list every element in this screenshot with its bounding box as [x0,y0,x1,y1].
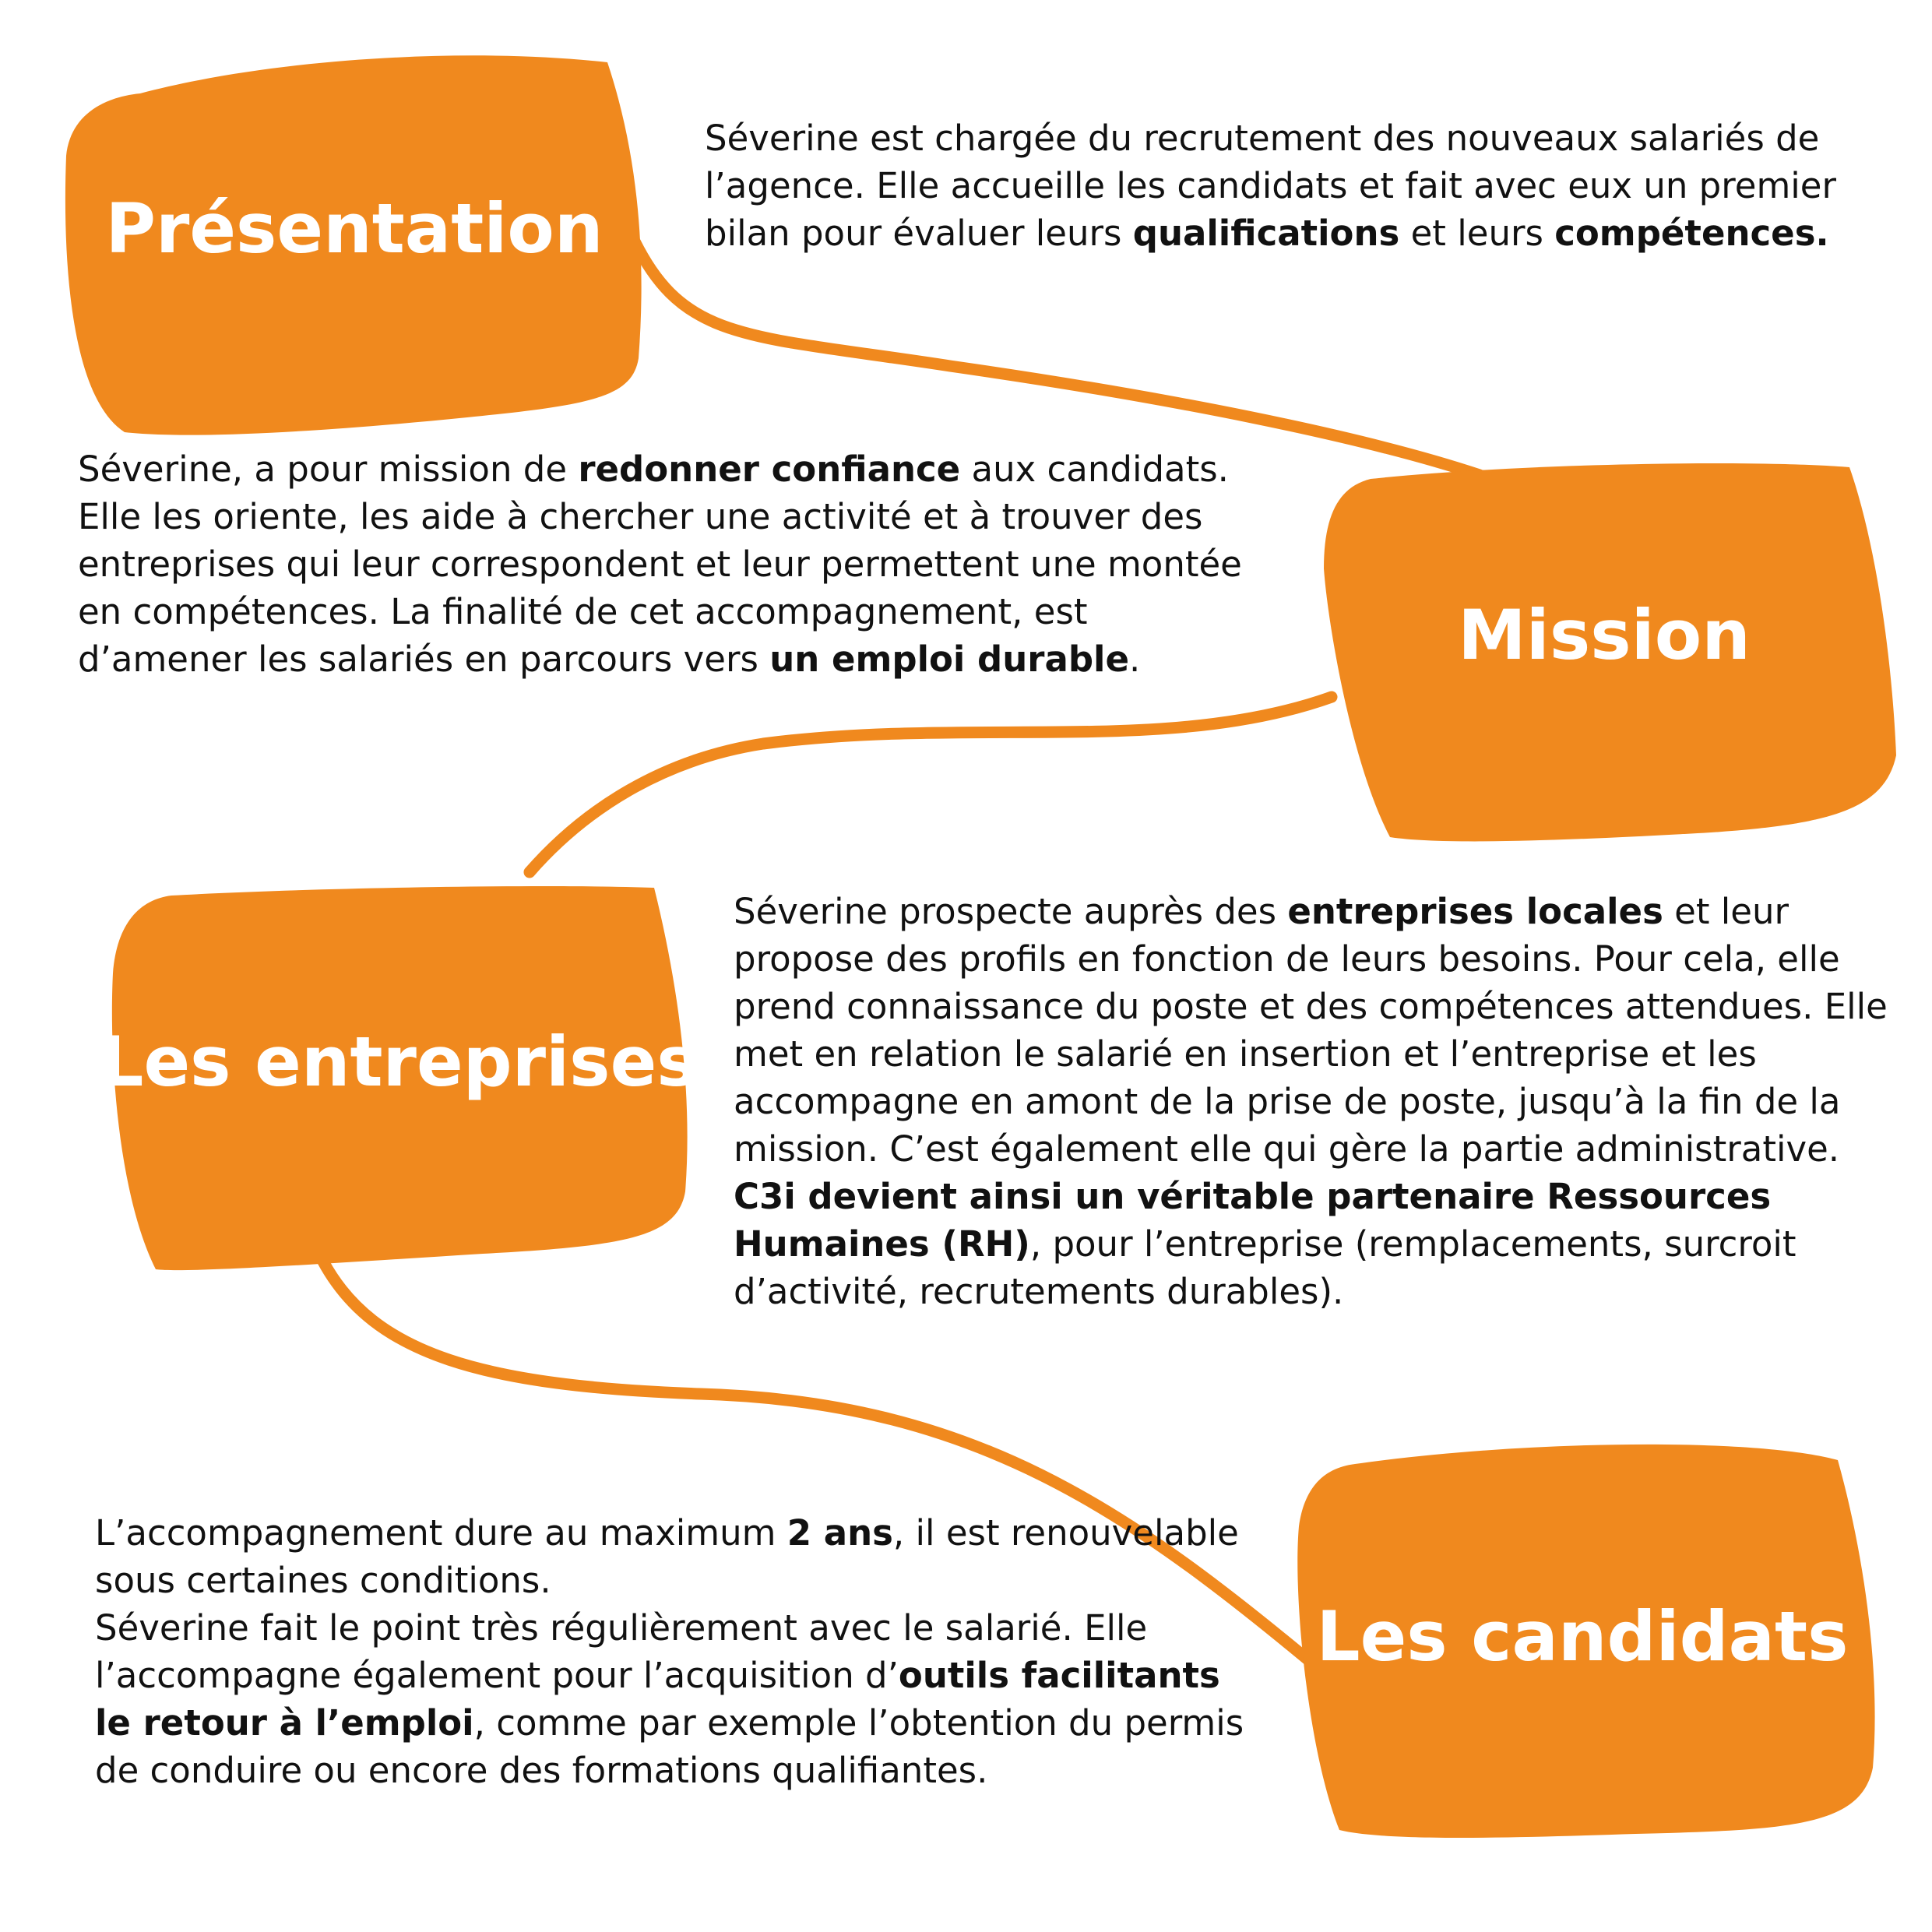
bold-text: un emploi durable [769,639,1129,680]
bold-text: 2 ans [787,1512,893,1554]
text-run: aux candidats. Elle les oriente, les aide à chercher une activité et à trouver des entreprises qui leur correspondent et leur permettent une montée en compétences. La finalité de cet accompagnement, est d’amener les salariés en parcours vers [78,449,1242,680]
paragraph-candidats [95,1509,1263,1794]
text-run: , pour l’entreprise (remplacements, surcroit d’activité, recrutements durables). [734,1223,1797,1312]
paragraph-mission [78,445,1246,683]
title-presentation: Présentation [105,188,604,269]
text-run: , comme par exemple l’obtention du permis de conduire ou encore des formations qualifiantes. [95,1702,1244,1791]
title-mission: Mission [1458,594,1751,675]
bold-text: entreprises locales [1287,891,1663,932]
bold-text: redonner confiance [578,449,961,490]
paragraph-presentation [705,114,1904,257]
paragraph-entreprises [734,888,1894,1315]
bold-text: C3i devient ainsi un véritable partenaire Ressources Humaines (RH) [734,1176,1772,1265]
title-candidats: Les candidats [1316,1596,1849,1677]
text-run: Séverine est chargée du recrutement des nouveaux salariés de l’agence. Elle accueille les candidats et fait avec eux un premier bilan pour évaluer leurs [705,118,1836,254]
text-run: . [1129,639,1141,680]
text-run: Séverine prospecte auprès des [734,891,1288,932]
text-run: et leur propose des profils en fonction de leurs besoins. Pour cela, elle prend connaissance du poste et des compétences attendues. Elle met en relation le salarié en insertion et l’entreprise et les accompagne en amont de la prise de poste, jusqu’à la fin de la mission. C’est également elle qui gère la partie administrative. [734,891,1888,1170]
bold-text: qualifications [1132,213,1400,254]
text-run: , il est renouvelable sous certaines conditions. [95,1512,1239,1601]
bold-text: compétences. [1554,213,1829,254]
text-run: L’accompagnement dure au maximum [95,1512,787,1554]
connector-mission-entreprises [530,697,1332,872]
bold-text: outils facilitants le retour à l’emploi [95,1655,1220,1744]
title-entreprises: Les entreprises [100,1021,698,1102]
connector-presentation-mission [635,241,1480,475]
text-run: Séverine fait le point très régulièrement avec le salarié. Elle l’accompagne également pour l’acquisition d’ [95,1607,1148,1696]
text-run: Séverine, a pour mission de [78,449,579,490]
text-run: et leurs [1399,213,1555,254]
